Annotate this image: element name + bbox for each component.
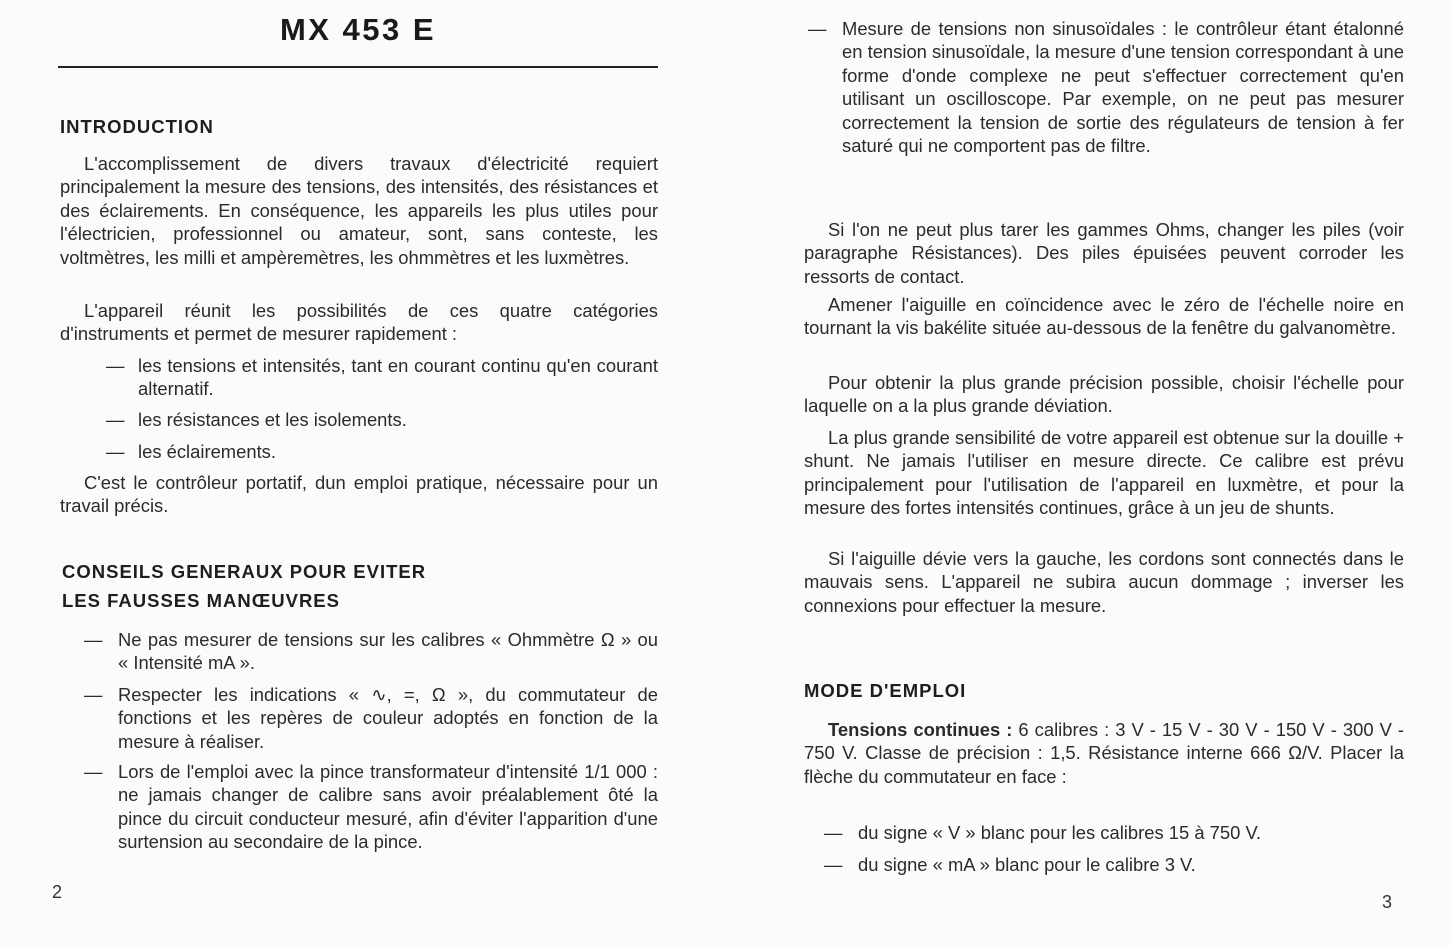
dash: — <box>808 18 827 39</box>
mode-list-item: du signe « mA » blanc pour le calibre 3 V. <box>858 854 1196 875</box>
intro-heading: INTRODUCTION <box>60 116 214 137</box>
conseils-heading-line1: CONSEILS GENERAUX POUR EVITER <box>62 561 427 582</box>
title-rule <box>58 66 658 68</box>
paragraph-tarer-ohms: Si l'on ne peut plus tarer les gammes Ohms, changer les piles (voir paragraphe Résistances). Des piles épuisées peuvent corroder les ressorts de contact. <box>804 219 1404 287</box>
intro-list-item: les résistances et les isolements. <box>138 409 407 430</box>
paragraph-precision: Pour obtenir la plus grande précision possible, choisir l'échelle pour laquelle on a la plus grande déviation. <box>804 372 1404 417</box>
dash: — <box>106 355 125 376</box>
intro-paragraph-3: C'est le contrôleur portatif, dun emploi pratique, nécessaire pour un travail précis. <box>60 472 658 517</box>
page-title: MX 453 E <box>279 12 437 47</box>
dash: — <box>84 684 103 705</box>
dash: — <box>106 409 125 430</box>
tensions-continues-paragraph <box>804 718 1404 788</box>
dash: — <box>84 761 103 782</box>
paragraph-sensibilite: La plus grande sensibilité de votre appareil est obtenue sur la douille + shunt. Ne jamais l'utiliser en mesure directe. Ce calibre est prévu principalement pour l'utilisation de l'appareil en luxmètre, et pour la mesure des fortes intensités continues, grâce à un jeu de shunts. <box>804 427 1404 519</box>
tensions-continues-lead: Tensions continues : <box>828 719 1013 740</box>
continued-list-item: Mesure de tensions non sinusoïdales : le contrôleur étant étalonné en tension sinusoïdale, la mesure d'une tension correspondant à une forme d'onde complexe ne peut s'effectuer correctement qu'en utilisant un oscilloscope. Par exemple, on ne peut pas mesurer correctement la tension de sortie des régulateurs de tension à fer saturé qui ne comportent pas de filtre. <box>842 18 1404 157</box>
dash: — <box>824 854 843 875</box>
left-page <box>52 0 658 946</box>
page-number: 3 <box>1382 892 1393 912</box>
dash: — <box>106 441 125 462</box>
conseils-list-item: Respecter les indications « ∿, =, Ω », du commutateur de fonctions et les repères de couleur adoptés en fonction de la mesure à réaliser. <box>118 684 658 752</box>
mode-heading: MODE D'EMPLOI <box>804 680 967 701</box>
page-number: 2 <box>52 882 63 902</box>
conseils-list-item: Lors de l'emploi avec la pince transformateur d'intensité 1/1 000 : ne jamais changer de calibre sans avoir préalablement ôté la pince du circuit conducteur mesuré, afin d'éviter l'apparition d'une surtension au secondaire de la pince. <box>118 761 658 853</box>
intro-list-item: les éclairements. <box>138 441 276 462</box>
intro-paragraph-1: L'accomplissement de divers travaux d'électricité requiert principalement la mesure des tensions, des intensités, des résistances et des éclairements. En conséquence, les appareils les plus utiles pour l'électricien, professionnel ou amateur, sont, sans conteste, les voltmètres, les milli et ampèremètres, les ohmmètres et les luxmètres. <box>60 153 658 268</box>
paragraph-aiguille-zero: Amener l'aiguille en coïncidence avec le zéro de l'échelle noire en tournant la vis bakélite située au-dessous de la fenêtre du galvanomètre. <box>804 294 1404 339</box>
mode-list-item: du signe « V » blanc pour les calibres 15 à 750 V. <box>858 822 1262 843</box>
intro-paragraph-2: L'appareil réunit les possibilités de ces quatre catégories d'instruments et permet de mesurer rapidement : <box>60 300 658 345</box>
conseils-heading-line2: LES FAUSSES MANŒUVRES <box>62 590 340 611</box>
tensions-continues-text: 6 calibres : 3 V - 15 V - 30 V - 150 V - 300 V - 750 V. Classe de précision : 1,5. Résistance interne 666 Ω/V. Placer la flèche du commutateur en face : <box>804 719 1404 787</box>
dash: — <box>824 822 843 843</box>
dash: — <box>84 629 103 650</box>
intro-list-item: les tensions et intensités, tant en courant continu qu'en courant alternatif. <box>138 355 658 400</box>
right-page <box>802 0 1402 946</box>
conseils-list-item: Ne pas mesurer de tensions sur les calibres « Ohmmètre Ω » ou « Intensité mA ». <box>118 629 658 674</box>
paragraph-aiguille-gauche: Si l'aiguille dévie vers la gauche, les cordons sont connectés dans le mauvais sens. L'appareil ne subira aucun dommage ; inverser les connexions pour effectuer la mesure. <box>804 548 1404 616</box>
